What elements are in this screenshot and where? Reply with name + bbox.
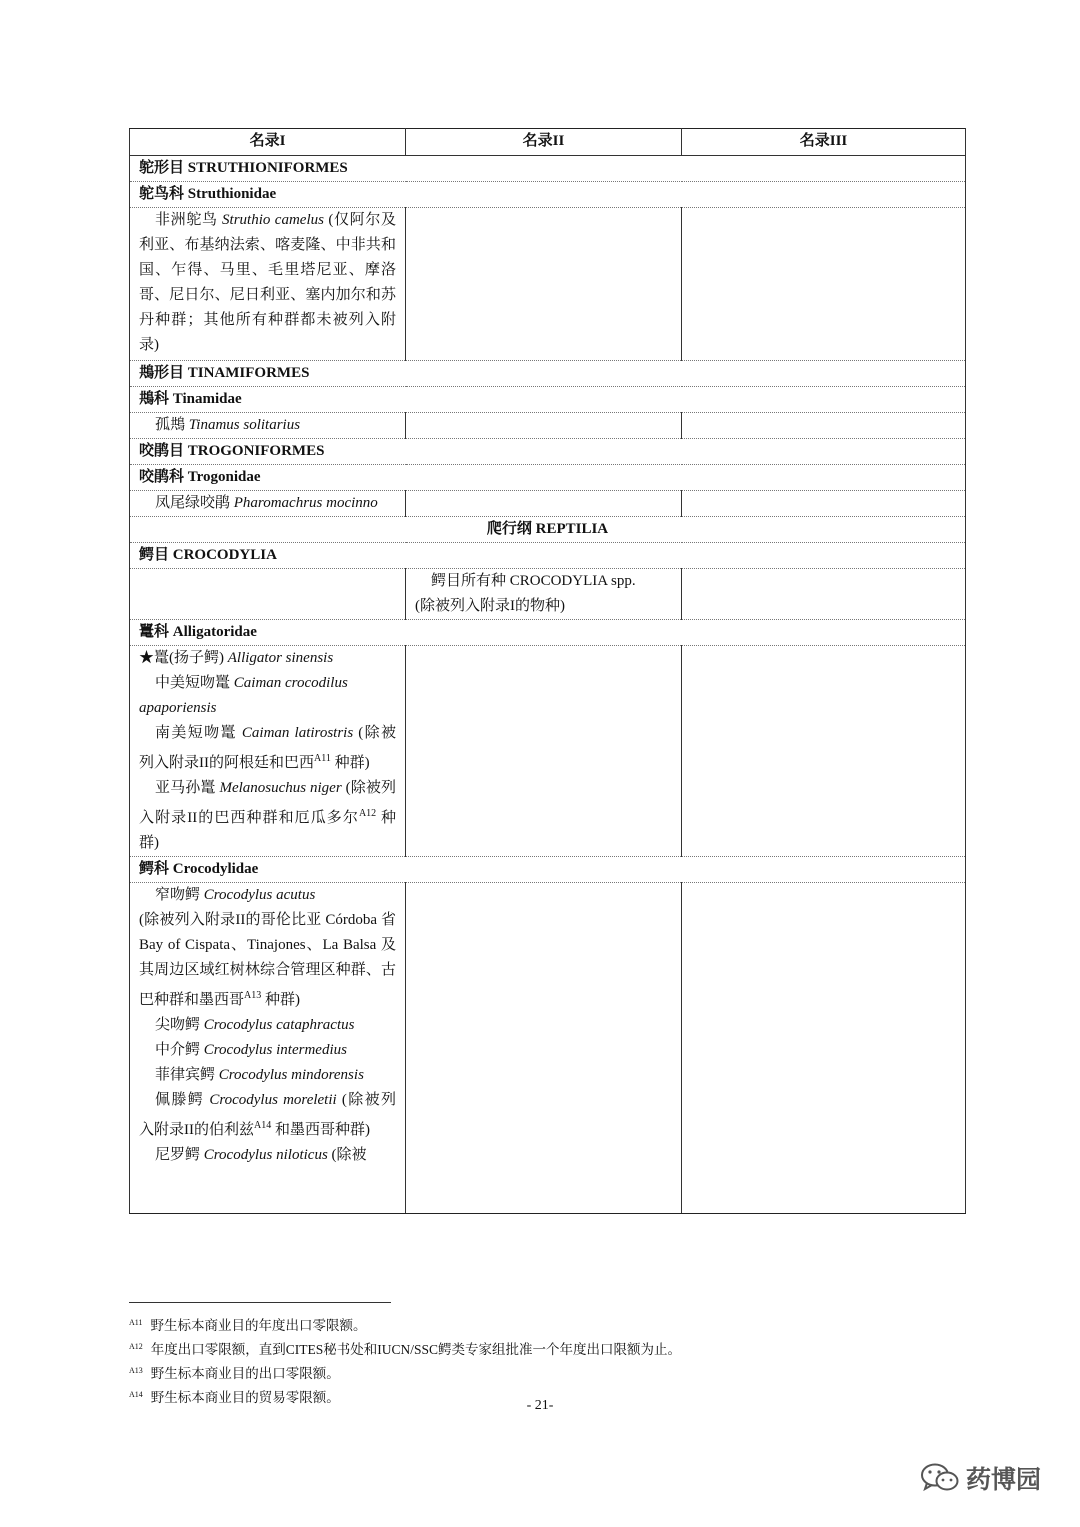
species-entry: 佩滕鳄 Crocodylus moreletii (除被列入附录II的伯利兹$^{A14}$ 和墨西哥种群)	[139, 1092, 396, 1138]
footnote-ref: A12	[358, 808, 377, 819]
watermark	[920, 1460, 1041, 1496]
order-heading: 鸵形目 STRUTHIONIFORMES	[130, 156, 966, 182]
species-entry: 窄吻鳄 Crocodylus acutus	[155, 887, 316, 903]
appendix-ii-cell	[406, 646, 682, 857]
table-row	[130, 208, 966, 361]
table-row	[130, 569, 966, 620]
footnote: $^{A14}$ 野生标本商业目的贸易零限额。	[129, 1390, 340, 1405]
family-heading: 鼍科 Alligatoridae	[130, 620, 966, 646]
table-row	[130, 646, 966, 857]
appendix-ii-cell	[406, 491, 682, 517]
appendix-ii-cell	[406, 883, 682, 1214]
family-heading: 䳍科 Tinamidae	[130, 387, 966, 413]
footnotes	[129, 1312, 681, 1408]
species-entry: 亚马孙鼍 Melanosuchus niger (除被列入附录II的巴西种群和厄瓜多尔$^{A12}$ 种群)	[139, 780, 396, 851]
appendix-i-cell	[130, 569, 406, 620]
family-heading: 鸵鸟科 Struthionidae	[130, 182, 966, 208]
species-entry: 尼罗鳄 Crocodylus niloticus (除被	[155, 1147, 367, 1163]
species-note: (除被列入附录II的哥伦比亚 Córdoba 省 Bay of Cispata、Tinajones、La Balsa 及其周边区域红树林综合管理区种群、古巴种群和墨西哥$^{A13}$ 种群)	[139, 912, 396, 1008]
table-row	[130, 883, 966, 1214]
species-entry: 中美短吻鼍 Caiman crocodilus apaporiensis	[139, 675, 348, 716]
species-entry: 鳄目所有种 CROCODYLIA spp.	[431, 573, 636, 589]
header-appendix-ii: 名录II	[406, 129, 682, 156]
species-entry: 南美短吻鼍 Caiman latirostris (除被列入附录II的阿根廷和巴西$^{A11}$ 种群)	[139, 725, 396, 771]
species-cell	[130, 491, 406, 517]
watermark-text: 药博园	[966, 1465, 1042, 1494]
page-number: - 21-	[526, 1398, 554, 1413]
species-entry: 凤尾绿咬鹃 Pharomachrus mocinno	[155, 495, 378, 511]
appendix-iii-cell	[682, 883, 966, 1214]
wechat-icon	[920, 1462, 960, 1494]
order-heading: 䳍形目 TINAMIFORMES	[130, 361, 966, 387]
species-entry: 菲律宾鳄 Crocodylus mindorensis	[155, 1067, 364, 1083]
footnote-ref: A14	[254, 1120, 272, 1131]
table-row	[130, 413, 966, 439]
family-heading: 鳄科 Crocodylidae	[130, 857, 966, 883]
footnote-ref: A13	[244, 990, 262, 1001]
appendix-iii-cell	[682, 491, 966, 517]
appendix-ii-cell	[406, 208, 682, 361]
species-entry: ★鼍(扬子鳄) Alligator sinensis	[139, 650, 334, 666]
table-row	[130, 491, 966, 517]
appendix-ii-cell	[406, 569, 682, 620]
species-cell	[130, 413, 406, 439]
species-cell	[130, 208, 406, 361]
appendix-iii-cell	[682, 413, 966, 439]
family-heading: 咬鹃科 Trogonidae	[130, 465, 966, 491]
appendix-iii-cell	[682, 569, 966, 620]
footnote-divider	[129, 1302, 391, 1303]
footnote: $^{A11}$ 野生标本商业目的年度出口零限额。	[129, 1318, 367, 1333]
table-header-row	[130, 129, 966, 156]
appendix-ii-cell	[406, 413, 682, 439]
species-cell	[130, 883, 406, 1214]
species-entry: 中介鳄 Crocodylus intermedius	[155, 1042, 347, 1058]
order-heading: 咬鹃目 TROGONIFORMES	[130, 439, 966, 465]
species-entry: 孤䳍 Tinamus solitarius	[155, 417, 301, 433]
order-heading: 鳄目 CROCODYLIA	[130, 543, 966, 569]
header-appendix-i: 名录I	[130, 129, 406, 156]
appendix-iii-cell	[682, 208, 966, 361]
footnote: $^{A13}$ 野生标本商业目的出口零限额。	[129, 1366, 340, 1381]
header-appendix-iii: 名录III	[682, 129, 966, 156]
cites-appendix-table	[129, 128, 966, 1214]
species-entry: 非洲鸵鸟 Struthio camelus (仅阿尔及利亚、布基纳法索、喀麦隆、中非共和国、乍得、马里、毛里塔尼亚、摩洛哥、尼日尔、尼日利亚、塞内加尔和苏丹种群；其他所有种群都未被列入附录)	[139, 212, 396, 353]
class-heading: 爬行纲 REPTILIA	[130, 517, 966, 543]
species-note: (除被列入附录I的物种)	[415, 598, 565, 614]
footnote: $^{A12}$ 年度出口零限额，直到CITES秘书处和IUCN/SSC鳄类专家组批准一个年度出口限额为止。	[129, 1342, 682, 1357]
species-entry: 尖吻鳄 Crocodylus cataphractus	[155, 1017, 355, 1033]
footnote-ref: A11	[314, 753, 331, 764]
appendix-iii-cell	[682, 646, 966, 857]
species-cell	[130, 646, 406, 857]
